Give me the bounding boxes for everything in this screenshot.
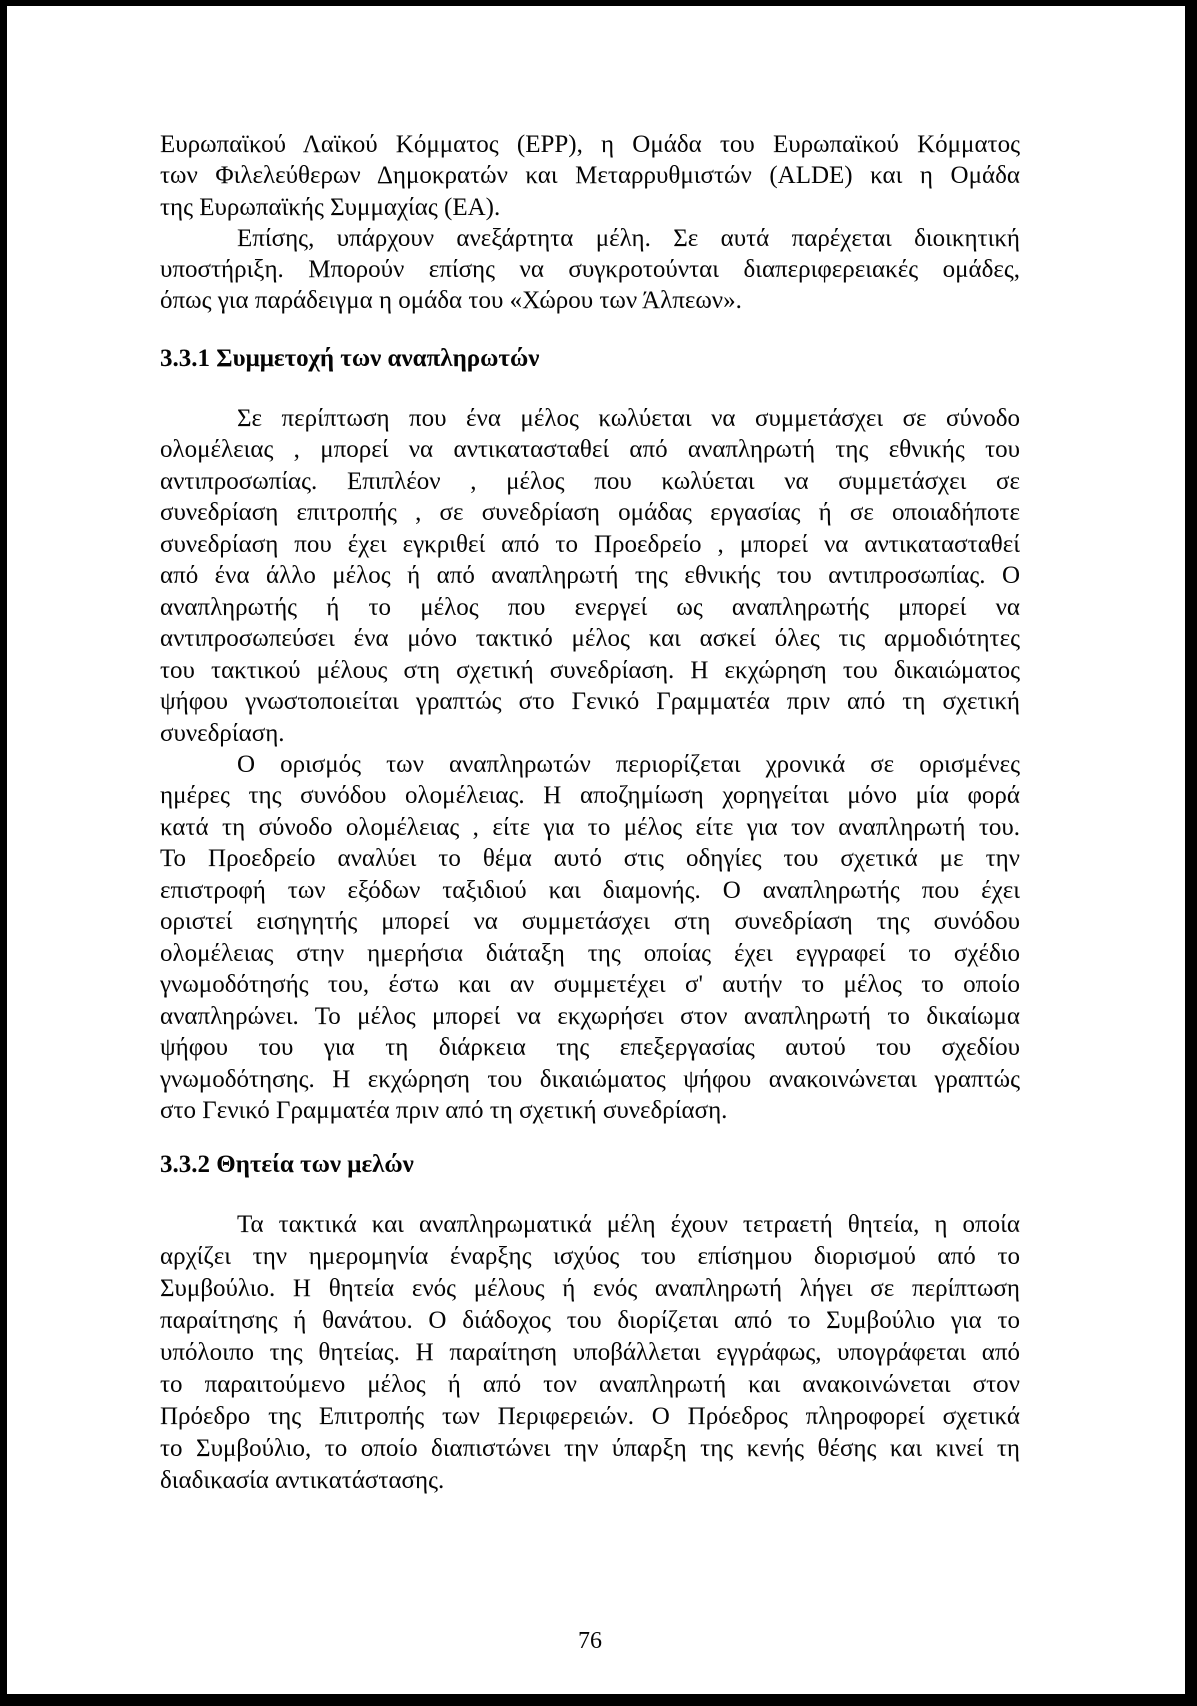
- text-line: στο Γενικό Γραμματέα πριν από τη σχετική συνεδρίαση.: [160, 1096, 728, 1124]
- text-line: αναπληρωτής ή το μέλος που ενεργεί ως αναπληρωτής μπορεί να: [160, 593, 1020, 621]
- text-line: Επίσης, υπάρχουν ανεξάρτητα μέλη. Σε αυτά παρέχεται διοικητική: [237, 224, 1020, 252]
- section-title: Συμμετοχή των αναπληρωτών: [216, 345, 540, 372]
- section-number: 3.3.2: [160, 1151, 210, 1178]
- section-heading: [160, 343, 1020, 375]
- text-line: αναπληρώνει. Το μέλος μπορεί να εκχωρήσει στον αναπληρωτή το δικαίωμα: [160, 1002, 1020, 1030]
- text-line: ημέρες της συνόδου ολομέλειας. Η αποζημίωση χορηγείται μόνο μία φορά: [160, 782, 1020, 810]
- text-line: ολομέλειας , μπορεί να αντικατασταθεί από αναπληρωτή της εθνικής του: [160, 436, 1020, 464]
- section-body: [160, 1209, 1020, 1497]
- paragraph: [160, 1209, 1020, 1497]
- section-title: Θητεία των μελών: [216, 1151, 414, 1178]
- text-line: Συμβούλιο. Η θητεία ενός μέλους ή ενός αναπληρωτή λήγει σε περίπτωση: [160, 1275, 1020, 1302]
- text-line: ολομέλειας στην ημερήσια διάταξη της οποίας έχει εγγραφεί το σχέδιο: [160, 939, 1020, 967]
- text-line: των Φιλελεύθερων Δημοκρατών και Μεταρρυθμιστών (ALDE) και η Ομάδα: [160, 162, 1020, 190]
- text-line: από ένα άλλο μέλος ή από αναπληρωτή της εθνικής του αντιπροσωπίας. Ο: [160, 562, 1020, 590]
- text-line: παραίτησης ή θανάτου. Ο διάδοχος του διορίζεται από το Συμβούλιο για το: [160, 1307, 1020, 1334]
- text-line: όπως για παράδειγμα η ομάδα του «Χώρου των Άλπεων».: [160, 287, 742, 315]
- paragraph: [160, 749, 1020, 1126]
- paragraph: [160, 129, 1020, 223]
- text-line: Τα τακτικά και αναπληρωματικά μέλη έχουν τετραετή θητεία, η οποία: [237, 1211, 1020, 1238]
- paragraph: [160, 223, 1020, 317]
- text-line: υποστήριξη. Μπορούν επίσης να συγκροτούνται διαπεριφερειακές ομάδες,: [160, 256, 1020, 284]
- text-line: Ευρωπαϊκού Λαϊκού Κόμματος (EPP), η Ομάδα του Ευρωπαϊκού Κόμματος: [160, 131, 1020, 158]
- text-line: του τακτικού μέλους στη σχετική συνεδρίαση. Η εκχώρηση του δικαιώματος: [160, 656, 1020, 684]
- text-line: αρχίζει την ημερομηνία έναρξης ισχύος του επίσημου διορισμού από το: [160, 1243, 1020, 1270]
- text-line: συνεδρίαση.: [160, 719, 285, 747]
- text-line: Πρόεδρο της Επιτροπής των Περιφερειών. Ο Πρόεδρος πληροφορεί σχετικά: [160, 1403, 1020, 1430]
- text-column: [160, 129, 1020, 317]
- text-line: διαδικασία αντικατάστασης.: [160, 1467, 445, 1494]
- text-line: επιστροφή των εξόδων ταξιδιού και διαμονής. Ο αναπληρωτής που έχει: [160, 876, 1020, 904]
- text-line: ψήφου γνωστοποιείται γραπτώς στο Γενικό Γραμματέα πριν από τη σχετική: [160, 688, 1020, 716]
- text-line: συνεδρίαση επιτροπής , σε συνεδρίαση ομάδας εργασίας ή σε οποιαδήποτε: [160, 499, 1020, 527]
- text-line: της Ευρωπαϊκής Συμμαχίας (EA).: [160, 193, 501, 221]
- text-line: οριστεί εισηγητής μπορεί να συμμετάσχει στη συνεδρίαση της συνόδου: [160, 908, 1020, 936]
- text-line: Το Προεδρείο αναλύει το θέμα αυτό στις οδηγίες του σχετικά με την: [160, 845, 1020, 873]
- text-line: Ο ορισμός των αναπληρωτών περιορίζεται χρονικά σε ορισμένες: [237, 750, 1020, 778]
- text-line: κατά τη σύνοδο ολομέλειας , είτε για το μέλος είτε για τον αναπληρωτή του.: [160, 813, 1020, 841]
- text-line: υπόλοιπο της θητείας. Η παραίτηση υποβάλλεται εγγράφως, υπογράφεται από: [160, 1339, 1020, 1366]
- text-line: αντιπροσωπεύσει ένα μόνο τακτικό μέλος και ασκεί όλες τις αρμοδιότητες: [160, 625, 1020, 653]
- text-line: γνωμοδότησης. Η εκχώρηση του δικαιώματος ψήφου ανακοινώνεται γραπτώς: [160, 1065, 1020, 1093]
- page-number: 76: [578, 1628, 602, 1654]
- text-line: αντιπροσωπίας. Επιπλέον , μέλος που κωλύεται να συμμετάσχει σε: [160, 467, 1020, 495]
- text-line: συνεδρίαση που έχει εγκριθεί από το Προεδρείο , μπορεί να αντικατασταθεί: [160, 530, 1020, 558]
- text-line: το παραιτούμενο μέλος ή από τον αναπληρωτή και ανακοινώνεται στον: [160, 1371, 1020, 1398]
- section-number: 3.3.1: [160, 345, 210, 372]
- text-line: ψήφου του για τη διάρκεια της επεξεργασίας αυτού του σχεδίου: [160, 1034, 1020, 1062]
- section-heading: [160, 1149, 1020, 1181]
- text-line: το Συμβούλιο, το οποίο διαπιστώνει την ύπαρξη της κενής θέσης και κινεί τη: [160, 1435, 1020, 1462]
- text-line: Σε περίπτωση που ένα μέλος κωλύεται να συμμετάσχει σε σύνοδο: [237, 405, 1020, 432]
- section-body: [160, 403, 1020, 1126]
- paragraph: [160, 403, 1020, 749]
- text-line: γνωμοδότησής του, έστω και αν συμμετέχει σ' αυτήν το μέλος το οποίο: [160, 971, 1020, 999]
